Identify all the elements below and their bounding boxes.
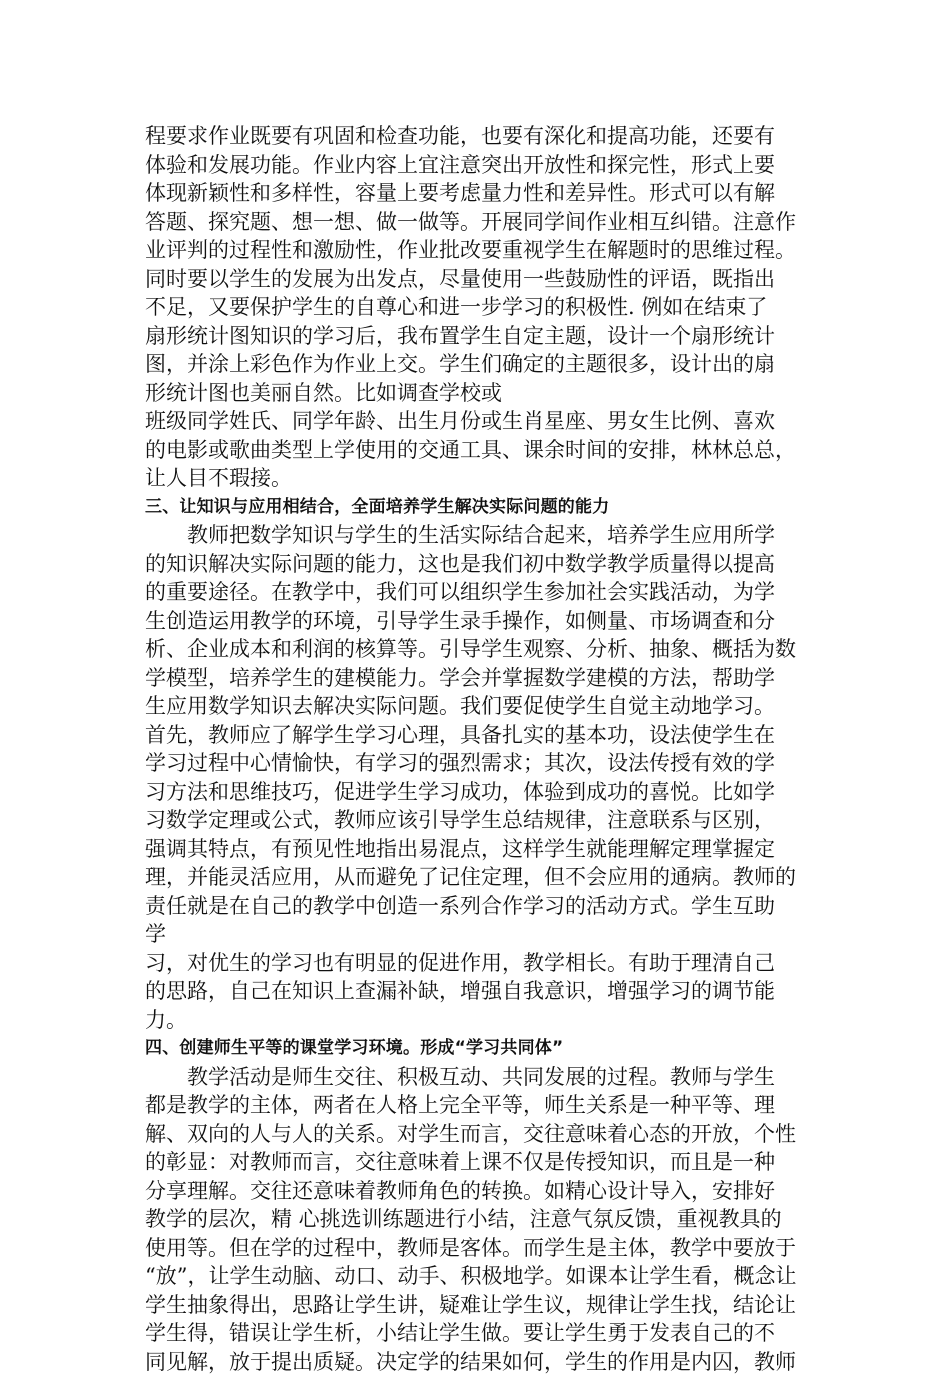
paragraph-line: 同见解，放于提出质疑。决定学的结果如何，学生的作用是内囚，教师	[145, 1348, 825, 1376]
paragraph-line: 分享理解。交往还意味着教师角色的转换。如精心设计导入，安排好	[145, 1177, 825, 1206]
paragraph-line: 析、企业成本和利润的核算等。引导学生观察、分析、抽象、概括为数	[145, 635, 825, 664]
paragraph-line: 强调其特点，有预见性地指出易混点，这样学生就能理解定理掌握定	[145, 835, 825, 864]
paragraph-line: 习，对优生的学习也有明显的促进作用，教学相长。有助于理清自己	[145, 949, 825, 978]
paragraph-line: 责任就是在自己的教学中创造一系列合作学习的活动方式。学生互助	[145, 892, 825, 921]
section-heading-3: 三、让知识与应用相结合，全面培养学生解决实际问题的能力	[145, 493, 825, 522]
paragraph-line: 学	[145, 920, 825, 949]
paragraph-line: “放”，让学生动脑、动口、动手、积极地学。如课本让学生看，概念让	[145, 1262, 825, 1291]
paragraph-line: 的知识解决实际问题的能力，这也是我们初中数学教学质量得以提高	[145, 550, 825, 579]
paragraph-line: 生创造运用教学的环境，引导学生录手操作，如侧量、市场调查和分	[145, 607, 825, 636]
paragraph-line: 程要求作业既要有巩固和检查功能，也要有深化和提高功能，还要有	[145, 122, 825, 151]
paragraph-line: 理，并能灵活应用，从而避免了记住定理，但不会应用的通病。教师的	[145, 863, 825, 892]
paragraph-line: 习方法和思维技巧，促进学生学习成功，体验到成功的喜悦。比如学	[145, 778, 825, 807]
paragraph-line: 让人目不瑕接。	[145, 464, 825, 493]
paragraph-line: 学生得，错误让学生析，小结让学生做。要让学生勇于发表自己的不	[145, 1319, 825, 1348]
paragraph-line: 使用等。但在学的过程中，教师是客体。而学生是主体，教学中要放于	[145, 1234, 825, 1263]
paragraph-line: 体现新颖性和多样性，容量上要考虑量力性和差异性。形式可以有解	[145, 179, 825, 208]
paragraph-line: 业评判的过程性和激励性，作业批改要重视学生在解题时的思维过程。	[145, 236, 825, 265]
paragraph-line: 班级同学姓氏、同学年龄、出生月份或生肖星座、男女生比例、喜欢	[145, 407, 825, 436]
paragraph-line: 学生抽象得出，思路让学生讲，疑难让学生议，规律让学生找，结论让	[145, 1291, 825, 1320]
paragraph-line: 的彰显：对教师而言，交往意味着上课不仅是传授知识，而且是一种	[145, 1148, 825, 1177]
paragraph-first-line: 教师把数学知识与学生的生活实际结合起来，培养学生应用所学	[145, 521, 825, 550]
paragraph-line: 解、双向的人与人的关系。对学生而言，交往意味着心态的开放，个性	[145, 1120, 825, 1149]
paragraph-line: 首先，教师应了解学生学习心理，具备扎实的基本功，设法使学生在	[145, 721, 825, 750]
paragraph-line: 的重要途径。在教学中，我们可以组织学生参加社会实践活动，为学	[145, 578, 825, 607]
paragraph-line: 的电影或歌曲类型上学使用的交通工具、课余时间的安排，林林总总，	[145, 436, 825, 465]
paragraph-line: 图，并涂上彩色作为作业上交。学生们确定的主题很多，设计出的扇	[145, 350, 825, 379]
paragraph-line: 扇形统计图知识的学习后，我布置学生自定主题，设计一个扇形统计	[145, 322, 825, 351]
paragraph-line: 力。	[145, 1006, 825, 1035]
paragraph-line: 习数学定理或公式，教师应该引导学生总结规律，注意联系与区别，	[145, 806, 825, 835]
paragraph-line: 教学的层次，精 心挑选训练题进行小结，注意气氛反馈，重视教具的	[145, 1205, 825, 1234]
paragraph-line: 体验和发展功能。作业内容上宜注意突出开放性和探完性，形式上要	[145, 151, 825, 180]
paragraph-line: 同时要以学生的发展为出发点，尽量使用一些鼓励性的评语，既指出	[145, 265, 825, 294]
section-heading-4: 四、创建师生平等的课堂学习环境。形成“学习共同体”	[145, 1034, 825, 1063]
paragraph-line: 生应用数学知识去解决实际问题。我们要促使学生自觉主动地学习。	[145, 692, 825, 721]
paragraph-line: 答题、探究题、想一想、做一做等。开展同学间作业相互纠错。注意作	[145, 208, 825, 237]
document-body	[145, 122, 825, 1376]
paragraph-line: 都是教学的主体，两者在人格上完全平等，师生关系是一种平等、理	[145, 1091, 825, 1120]
paragraph-first-line: 教学活动是师生交往、积极互动、共同发展的过程。教师与学生	[145, 1063, 825, 1092]
paragraph-line: 学模型，培养学生的建模能力。学会并掌握数学建模的方法，帮助学	[145, 664, 825, 693]
paragraph-line: 的思路，自己在知识上查漏补缺，增强自我意识，增强学习的调节能	[145, 977, 825, 1006]
paragraph-line: 形统计图也美丽自然。比如调查学校或	[145, 379, 825, 408]
paragraph-line: 学习过程中心情愉快，有学习的强烈需求；其次，设法传授有效的学	[145, 749, 825, 778]
paragraph-line: 不足，又要保护学生的自尊心和进一步学习的积极性. 例如在结束了	[145, 293, 825, 322]
